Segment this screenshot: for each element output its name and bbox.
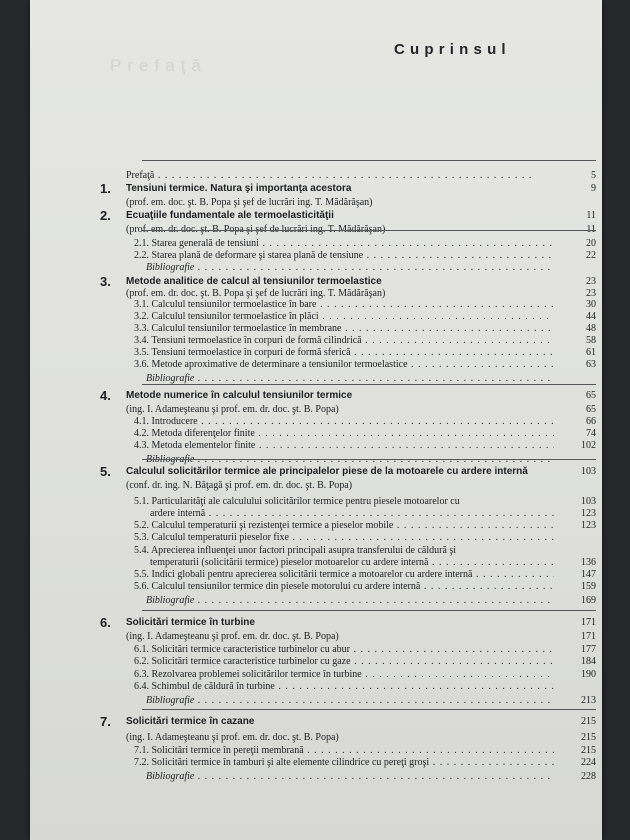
authors-text: (ing. I. Adameşteanu şi prof. em. dr. doc. şt. B. Popa): [126, 404, 339, 415]
page-number: 169: [581, 595, 596, 606]
page-number: 224: [581, 757, 596, 768]
page-number: 147: [581, 569, 596, 580]
page-number: 213: [581, 695, 596, 706]
page-number: 30: [586, 299, 596, 310]
page-number: 190: [581, 669, 596, 680]
chapter-number: 2.: [100, 208, 111, 223]
section-label: 5.3. Calculul temperaturii pieselor fixe . . .: [134, 532, 554, 544]
page-number: 123: [581, 508, 596, 519]
authors-text: (prof. em. dr. doc. şt. B. Popa şi şef de lucrări ing. T. Mădărăşan): [126, 224, 386, 235]
page-number: 11: [586, 224, 596, 235]
chapter-number: 6.: [100, 615, 111, 630]
page-number: 5: [591, 170, 596, 181]
section-label: 7.1. Solicitări termice în pereţii membrană . . .: [134, 745, 554, 757]
section-label: 6.3. Rezolvarea problemei solicitărilor termice în turbine . . .: [134, 669, 554, 681]
bibliography-label: Bibliografie . . .: [146, 595, 554, 607]
page-number: 23: [586, 276, 596, 287]
page-number: 20: [586, 238, 596, 249]
chapter-title: Metode analitice de calcul al tensiunilor termoelastice: [126, 276, 382, 287]
section-label: 6.2. Solicitări termice caracteristice turbinelor cu gaze . . .: [134, 656, 554, 668]
page-number: 9: [591, 183, 596, 194]
book-page: [30, 0, 602, 840]
page-number: 184: [581, 656, 596, 667]
page-number: 102: [581, 440, 596, 451]
chapter-number: 7.: [100, 714, 111, 729]
chapter-number: 3.: [100, 274, 111, 289]
bibliography-label: Bibliografie . . .: [146, 771, 554, 783]
section-label: 4.2. Metoda diferenţelor finite . . .: [134, 428, 554, 440]
page-number: 103: [581, 496, 596, 507]
page-number: 103: [581, 466, 596, 477]
authors-text: (ing. I. Adameşteanu şi prof. em. dr. doc. şt. B. Popa): [126, 631, 339, 642]
page-number: 215: [581, 716, 596, 727]
page-number: 136: [581, 557, 596, 568]
page-number: 171: [581, 617, 596, 628]
section-label: 6.1. Solicitări termice caracteristice turbinelor cu abur . . .: [134, 644, 554, 656]
section-label: 4.1. Introducere . . .: [134, 416, 554, 428]
section-label: 3.2. Calculul tensiunilor termoelastice în plăci . . .: [134, 311, 554, 323]
chapter-divider: [142, 160, 596, 161]
section-label: 3.4. Tensiuni termoelastice în corpuri de formă cilindrică . . .: [134, 335, 554, 347]
chapter-title: Tensiuni termice. Natura şi importanţa acestora: [126, 183, 352, 194]
chapter-title: Ecuaţiile fundamentale ale termoelasticităţii: [126, 210, 334, 221]
section-label: 2.1. Starea generală de tensiuni . . .: [134, 238, 554, 250]
page-number: 215: [581, 745, 596, 756]
page-number: 74: [586, 428, 596, 439]
page-number: 123: [581, 520, 596, 531]
section-label: 2.2. Starea plană de deformare şi starea plană de tensiune . . .: [134, 250, 554, 262]
page-number: 228: [581, 771, 596, 782]
section-label-continued: ardere internă . . .: [150, 508, 554, 520]
page-title: Cuprinsul: [394, 41, 511, 58]
section-label: 3.3. Calculul tensiunilor termoelastice în membrane . . .: [134, 323, 554, 335]
page-number: 58: [586, 335, 596, 346]
section-label: 3.5. Tensiuni termoelastice în corpuri de formă sferică . . .: [134, 347, 554, 359]
chapter-divider: [142, 610, 596, 611]
bleed-through-text: Prefaţă: [110, 56, 207, 75]
section-label: 4.3. Metoda elementelor finite . . .: [134, 440, 554, 452]
page-number: 171: [581, 631, 596, 642]
bibliography-label: Bibliografie . . .: [146, 373, 554, 385]
chapter-divider: [142, 709, 596, 710]
chapter-number: 1.: [100, 181, 111, 196]
page-number: 65: [586, 390, 596, 401]
toc-entry-label: Prefaţă . . .: [126, 170, 531, 182]
page-number: 11: [586, 210, 596, 221]
bibliography-label: Bibliografie . . .: [146, 454, 554, 466]
section-label: 3.1. Calculul tensiunilor termoelastice în bare . . .: [134, 299, 554, 311]
page-number: 23: [586, 288, 596, 299]
page-number: 215: [581, 732, 596, 743]
authors-text: (conf. dr. ing. N. Băţagă şi prof. em. dr. doc. şt. B. Popa): [126, 480, 353, 491]
chapter-title: Solicitări termice în turbine: [126, 617, 255, 628]
section-label: 5.4. Aprecierea influenţei unor factori principali asupra transferului de căldură şi: [134, 545, 457, 556]
section-label: 5.6. Calculul tensiunilor termice din piesele motorului cu ardere internă . . .: [134, 581, 554, 593]
section-label: 5.5. Indici globali pentru aprecierea solicitării termice a motoarelor cu ardere internă . . .: [134, 569, 554, 581]
section-label: 7.2. Solicitări termice în tamburi şi alte elemente cilindrice cu pereţi groşi . . .: [134, 757, 554, 769]
page-number: 63: [586, 359, 596, 370]
chapter-title: Metode numerice în calculul tensiunilor termice: [126, 390, 353, 401]
chapter-divider: [142, 459, 596, 460]
section-label: 5.1. Particularităţi ale calculului solicitărilor termice pentru piesele motoarelor cu: [134, 496, 460, 507]
section-label: 6.4. Schimbul de căldură în turbine . . .: [134, 681, 554, 693]
bibliography-label: Bibliografie . . .: [146, 262, 554, 274]
page-number: 159: [581, 581, 596, 592]
authors-text: (prof. em. doc. şt. B. Popa şi şef de lucrări ing. T. Mădărăşan): [126, 197, 373, 208]
chapter-divider: [142, 230, 596, 231]
page-number: 66: [586, 416, 596, 427]
authors-text: (prof. em. dr. doc. şt. B. Popa şi şef de lucrări ing. T. Mădărăşan): [126, 288, 386, 299]
chapter-divider: [142, 384, 596, 385]
page-number: 65: [586, 404, 596, 415]
page-number: 22: [586, 250, 596, 261]
section-label-continued: temperaturii (solicitării termice) pieselor motoarelor cu ardere internă . . .: [150, 557, 554, 569]
bibliography-label: Bibliografie . . .: [146, 695, 554, 707]
chapter-title: Solicitări termice în cazane: [126, 716, 255, 727]
authors-text: (ing. I. Adameşteanu şi prof. em. dr. doc. şt. B. Popa): [126, 732, 339, 743]
page-number: 177: [581, 644, 596, 655]
page-number: 61: [586, 347, 596, 358]
section-label: 3.6. Metode aproximative de determinare a tensiunilor termoelastice . . .: [134, 359, 554, 371]
section-label: 5.2. Calculul temperaturii şi rezistenţei termice a pieselor mobile . . .: [134, 520, 554, 532]
page-number: 48: [586, 323, 596, 334]
page-number: 44: [586, 311, 596, 322]
chapter-title: Calculul solicitărilor termice ale principalelor piese de la motoarele cu ardere internă: [126, 466, 528, 477]
chapter-number: 5.: [100, 464, 111, 479]
chapter-number: 4.: [100, 388, 111, 403]
